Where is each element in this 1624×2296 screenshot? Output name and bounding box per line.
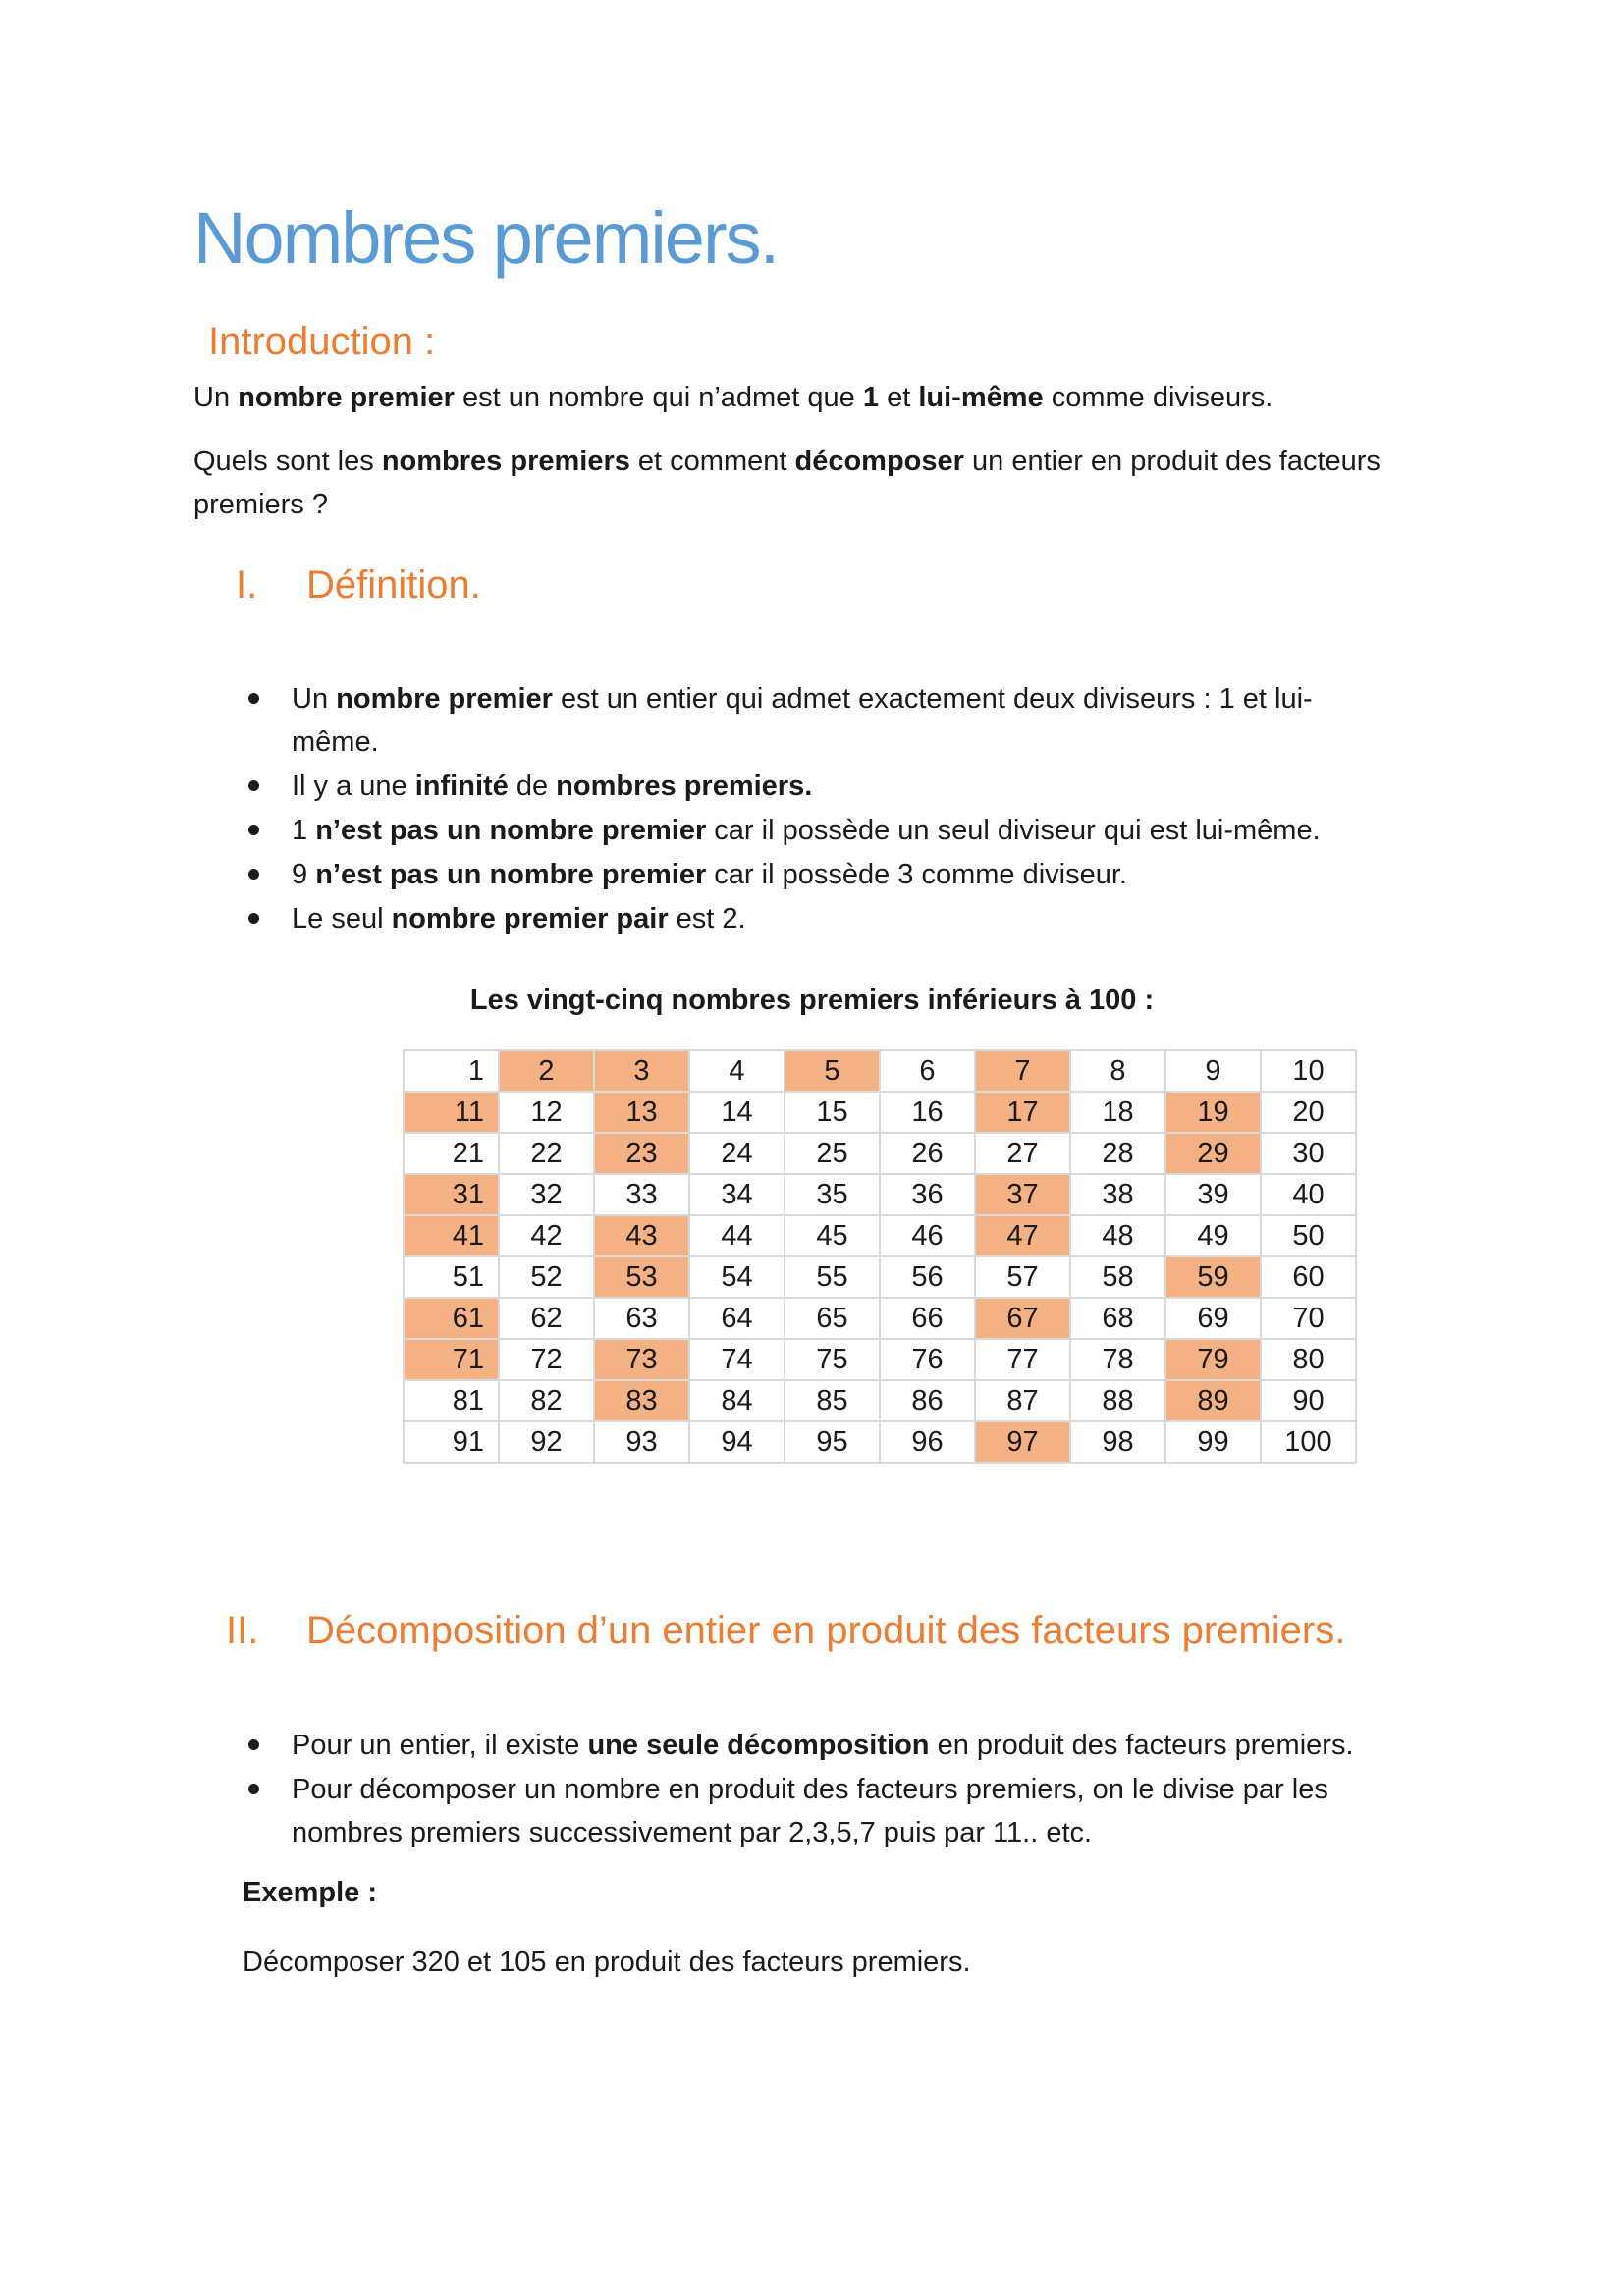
list-item: 1 n’est pas un nombre premier car il possède un seul diviseur qui est lui-même. <box>193 809 1391 852</box>
prime-cell: 2 <box>499 1050 594 1092</box>
prime-cell: 29 <box>1165 1133 1261 1174</box>
table-cell: 74 <box>689 1339 785 1380</box>
list-item: Le seul nombre premier pair est 2. <box>193 897 1391 940</box>
table-cell: 64 <box>689 1298 785 1339</box>
table-cell: 87 <box>975 1380 1070 1421</box>
prime-cell: 43 <box>594 1215 689 1256</box>
bullet-icon <box>248 913 259 924</box>
example-text: Décomposer 320 et 105 en produit des facteurs premiers. <box>243 1947 971 1978</box>
table-row <box>404 1421 1356 1463</box>
table-cell: 60 <box>1261 1256 1356 1298</box>
table-cell: 50 <box>1261 1215 1356 1256</box>
prime-cell: 47 <box>975 1215 1070 1256</box>
table-cell: 62 <box>499 1298 594 1339</box>
section-2-number: II. <box>226 1609 259 1652</box>
prime-cell: 79 <box>1165 1339 1261 1380</box>
table-cell: 88 <box>1070 1380 1165 1421</box>
prime-cell: 71 <box>404 1339 499 1380</box>
table-cell: 28 <box>1070 1133 1165 1174</box>
table-cell: 48 <box>1070 1215 1165 1256</box>
prime-cell: 23 <box>594 1133 689 1174</box>
table-cell: 14 <box>689 1092 785 1133</box>
primes-table <box>403 1049 1357 1464</box>
table-cell: 70 <box>1261 1298 1356 1339</box>
bullet-icon <box>248 825 259 835</box>
table-cell: 35 <box>785 1174 880 1215</box>
table-cell: 78 <box>1070 1339 1165 1380</box>
table-row <box>404 1256 1356 1298</box>
example-label: Exemple : <box>243 1877 377 1908</box>
prime-cell: 41 <box>404 1215 499 1256</box>
table-row <box>404 1050 1356 1092</box>
table-cell: 30 <box>1261 1133 1356 1174</box>
section-2-title: Décomposition d’un entier en produit des facteurs premiers. <box>306 1609 1346 1652</box>
table-cell: 91 <box>404 1421 499 1463</box>
table-cell: 54 <box>689 1256 785 1298</box>
table-cell: 52 <box>499 1256 594 1298</box>
section-1-title: Définition. <box>306 563 481 607</box>
list-item: Pour un entier, il existe une seule décomposition en produit des facteurs premiers. <box>193 1724 1431 1767</box>
prime-cell: 37 <box>975 1174 1070 1215</box>
table-row <box>404 1133 1356 1174</box>
table-cell: 86 <box>880 1380 975 1421</box>
table-cell: 1 <box>404 1050 499 1092</box>
table-cell: 84 <box>689 1380 785 1421</box>
table-cell: 90 <box>1261 1380 1356 1421</box>
prime-cell: 97 <box>975 1421 1070 1463</box>
table-row <box>404 1174 1356 1215</box>
table-cell: 25 <box>785 1133 880 1174</box>
bullet-icon <box>248 693 259 704</box>
table-cell: 99 <box>1165 1421 1261 1463</box>
prime-cell: 11 <box>404 1092 499 1133</box>
table-cell: 55 <box>785 1256 880 1298</box>
prime-cell: 3 <box>594 1050 689 1092</box>
table-cell: 92 <box>499 1421 594 1463</box>
prime-cell: 53 <box>594 1256 689 1298</box>
table-cell: 18 <box>1070 1092 1165 1133</box>
table-cell: 72 <box>499 1339 594 1380</box>
table-cell: 81 <box>404 1380 499 1421</box>
table-cell: 68 <box>1070 1298 1165 1339</box>
table-cell: 26 <box>880 1133 975 1174</box>
list-item: Pour décomposer un nombre en produit des facteurs premiers, on le divise par les nombres premiers successivement par 2,3,5,7 puis par 11.. etc. <box>193 1768 1431 1854</box>
table-cell: 34 <box>689 1174 785 1215</box>
prime-cell: 17 <box>975 1092 1070 1133</box>
table-cell: 38 <box>1070 1174 1165 1215</box>
table-cell: 36 <box>880 1174 975 1215</box>
table-cell: 27 <box>975 1133 1070 1174</box>
table-cell: 42 <box>499 1215 594 1256</box>
bullet-icon <box>248 1739 259 1750</box>
list-item: 9 n’est pas un nombre premier car il possède 3 comme diviseur. <box>193 853 1391 896</box>
prime-cell: 19 <box>1165 1092 1261 1133</box>
table-cell: 9 <box>1165 1050 1261 1092</box>
list-item: Il y a une infinité de nombres premiers. <box>193 765 1391 808</box>
table-cell: 80 <box>1261 1339 1356 1380</box>
table-cell: 21 <box>404 1133 499 1174</box>
table-cell: 51 <box>404 1256 499 1298</box>
prime-cell: 67 <box>975 1298 1070 1339</box>
prime-cell: 5 <box>785 1050 880 1092</box>
prime-cell: 83 <box>594 1380 689 1421</box>
table-cell: 12 <box>499 1092 594 1133</box>
table-cell: 95 <box>785 1421 880 1463</box>
bullet-icon <box>248 780 259 791</box>
table-cell: 82 <box>499 1380 594 1421</box>
prime-cell: 59 <box>1165 1256 1261 1298</box>
table-cell: 46 <box>880 1215 975 1256</box>
table-cell: 63 <box>594 1298 689 1339</box>
table-cell: 49 <box>1165 1215 1261 1256</box>
prime-cell: 13 <box>594 1092 689 1133</box>
table-cell: 45 <box>785 1215 880 1256</box>
table-cell: 15 <box>785 1092 880 1133</box>
table-cell: 4 <box>689 1050 785 1092</box>
page-title: Nombres premiers. <box>193 197 779 279</box>
decomposition-list <box>193 1724 1431 1855</box>
prime-cell: 89 <box>1165 1380 1261 1421</box>
bullet-icon <box>248 1784 259 1794</box>
prime-cell: 73 <box>594 1339 689 1380</box>
intro-paragraph-1: Un nombre premier est un nombre qui n’admet que 1 et lui-même comme diviseurs. <box>193 382 1273 413</box>
table-row <box>404 1215 1356 1256</box>
table-cell: 16 <box>880 1092 975 1133</box>
table-cell: 94 <box>689 1421 785 1463</box>
table-cell: 66 <box>880 1298 975 1339</box>
table-row <box>404 1380 1356 1421</box>
table-cell: 75 <box>785 1339 880 1380</box>
table-cell: 100 <box>1261 1421 1356 1463</box>
table-cell: 69 <box>1165 1298 1261 1339</box>
list-item: Un nombre premier est un entier qui admet exactement deux diviseurs : 1 et lui-même. <box>193 677 1391 764</box>
table-cell: 56 <box>880 1256 975 1298</box>
table-cell: 6 <box>880 1050 975 1092</box>
prime-cell: 7 <box>975 1050 1070 1092</box>
table-cell: 96 <box>880 1421 975 1463</box>
table-cell: 33 <box>594 1174 689 1215</box>
table-cell: 44 <box>689 1215 785 1256</box>
table-cell: 24 <box>689 1133 785 1174</box>
table-cell: 77 <box>975 1339 1070 1380</box>
table-cell: 8 <box>1070 1050 1165 1092</box>
table-cell: 93 <box>594 1421 689 1463</box>
table-cell: 40 <box>1261 1174 1356 1215</box>
table-cell: 10 <box>1261 1050 1356 1092</box>
table-cell: 32 <box>499 1174 594 1215</box>
table-cell: 57 <box>975 1256 1070 1298</box>
definition-list <box>193 677 1391 941</box>
prime-cell: 31 <box>404 1174 499 1215</box>
table-cell: 76 <box>880 1339 975 1380</box>
bullet-icon <box>248 869 259 880</box>
table-cell: 20 <box>1261 1092 1356 1133</box>
table-row <box>404 1298 1356 1339</box>
table-cell: 85 <box>785 1380 880 1421</box>
section-1-number: I. <box>236 563 258 607</box>
prime-cell: 61 <box>404 1298 499 1339</box>
table-cell: 65 <box>785 1298 880 1339</box>
table-row <box>404 1092 1356 1133</box>
intro-paragraph-2: Quels sont les nombres premiers et comment décomposer un entier en produit des facteurs premiers ? <box>193 446 1380 520</box>
table-cell: 58 <box>1070 1256 1165 1298</box>
table-row <box>404 1339 1356 1380</box>
table-caption: Les vingt-cinq nombres premiers inférieurs à 100 : <box>469 985 1155 1016</box>
table-cell: 39 <box>1165 1174 1261 1215</box>
intro-heading: Introduction : <box>208 320 436 363</box>
table-cell: 98 <box>1070 1421 1165 1463</box>
table-cell: 22 <box>499 1133 594 1174</box>
